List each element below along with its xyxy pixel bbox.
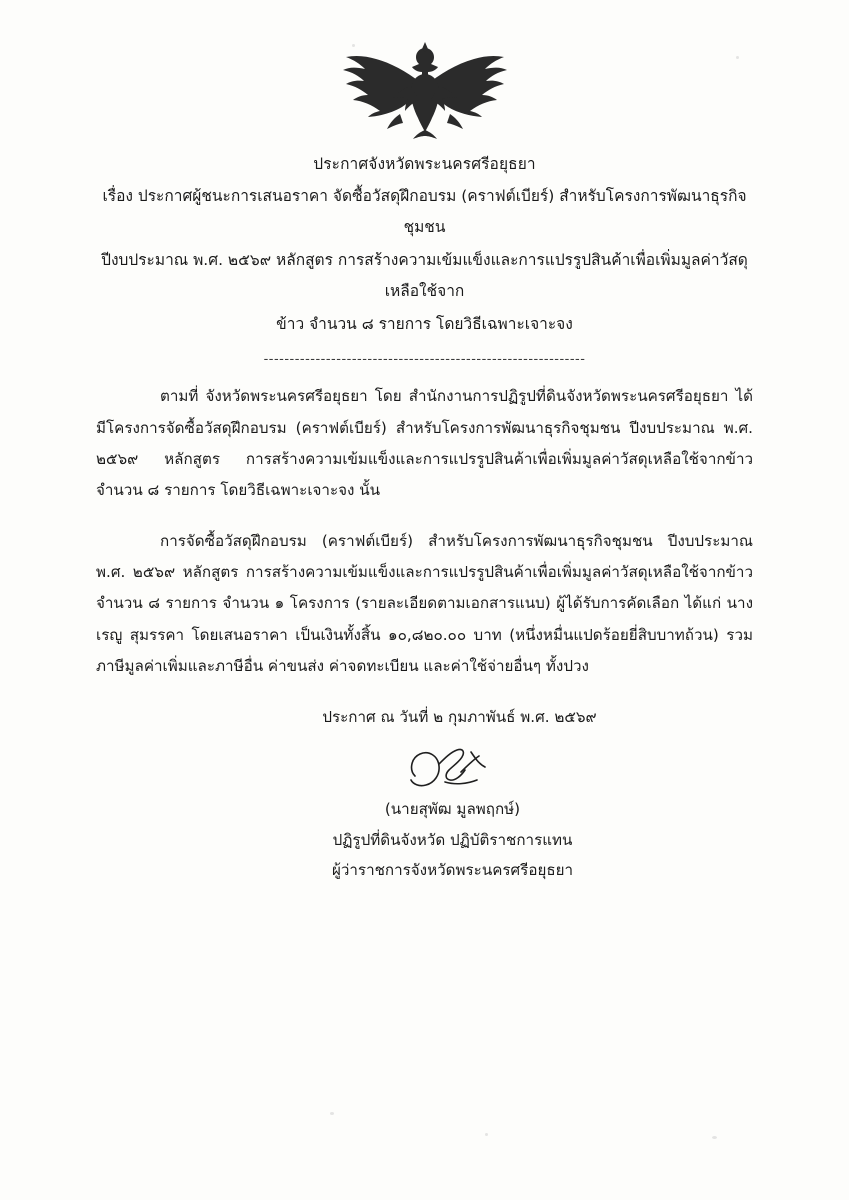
signature-block <box>96 742 753 885</box>
section-divider: -------------------------------------------------------------- <box>263 352 586 368</box>
document-body <box>96 150 753 885</box>
signer-position-1: ปฏิรูปที่ดินจังหวัด ปฏิบัติราชการแทน <box>332 830 573 849</box>
subject-line-1: เรื่อง ประกาศผู้ชนะการเสนอราคา จัดซื้อวัสดุฝึกอบรม (คราฟต์เบียร์) สำหรับโครงการพัฒนาธุรกิจชุมชน <box>102 187 747 237</box>
subject-line-3: ข้าว จำนวน ๘ รายการ โดยวิธีเฉพาะเจาะจง <box>276 315 573 334</box>
paragraph-background: ตามที่ จังหวัดพระนครศรีอยุธยา โดย สำนักงานการปฏิรูปที่ดินจังหวัดพระนครศรีอยุธยา ได้มีโครงการจัดซื้อวัสดุฝึกอบรม (คราฟต์เบียร์) สำหรับโครงการพัฒนาธุรกิจชุมชน ปีงบประมาณ พ.ศ. ๒๕๖๙ หลักสูตร การสร้างความเข้มแข็งและการแปรรูปสินค้าเพื่อเพิ่มมูลค่าวัสดุเหลือใช้จากข้าว จำนวน ๘ รายการ โดยวิธีเฉพาะเจาะจง นั้น <box>96 387 753 499</box>
announcement-date: ประกาศ ณ วันที่ ๒ กุมภาพันธ์ พ.ศ. ๒๕๖๙ <box>322 707 597 726</box>
subject-line-2: ปีงบประมาณ พ.ศ. ๒๕๖๙ หลักสูตร การสร้างความเข้มแข็งและการแปรรูปสินค้าเพื่อเพิ่มมูลค่าวัสดุเหลือใช้จาก <box>101 251 748 301</box>
signer-name: (นายสุพัฒ มูลพฤกษ์) <box>384 800 521 819</box>
scan-artifact <box>330 1112 334 1115</box>
scan-artifact <box>712 1136 717 1139</box>
paragraph-award: การจัดซื้อวัสดุฝึกอบรม (คราฟต์เบียร์) สำหรับโครงการพัฒนาธุรกิจชุมชน ปีงบประมาณ พ.ศ. ๒๕๖๙ หลักสูตร การสร้างความเข้มแข็งและการแปรรูปสินค้าเพื่อเพิ่มมูลค่าวัสดุเหลือใช้จากข้าว จำนวน ๘ รายการ จำนวน ๑ โครงการ (รายละเอียดตามเอกสารแนบ) ผู้ได้รับการคัดเลือก ได้แก่ นางเรญู สุมรรคา โดยเสนอราคา เป็นเงินทั้งสิ้น ๑๐,๘๒๐.๐๐ บาท (หนึ่งหมื่นแปดร้อยยี่สิบบาทถ้วน) รวมภาษีมูลค่าเพิ่มและภาษีอื่น ค่าขนส่ง ค่าจดทะเบียน และค่าใช้จ่ายอื่นๆ ทั้งปวง <box>96 532 753 675</box>
page-title: ประกาศจังหวัดพระนครศรีอยุธยา <box>313 155 536 173</box>
signer-position-2: ผู้ว่าราชการจังหวัดพระนครศรีอยุธยา <box>331 861 574 880</box>
garuda-emblem <box>0 34 849 142</box>
handwritten-signature <box>393 742 513 792</box>
scan-artifact <box>485 1133 488 1136</box>
